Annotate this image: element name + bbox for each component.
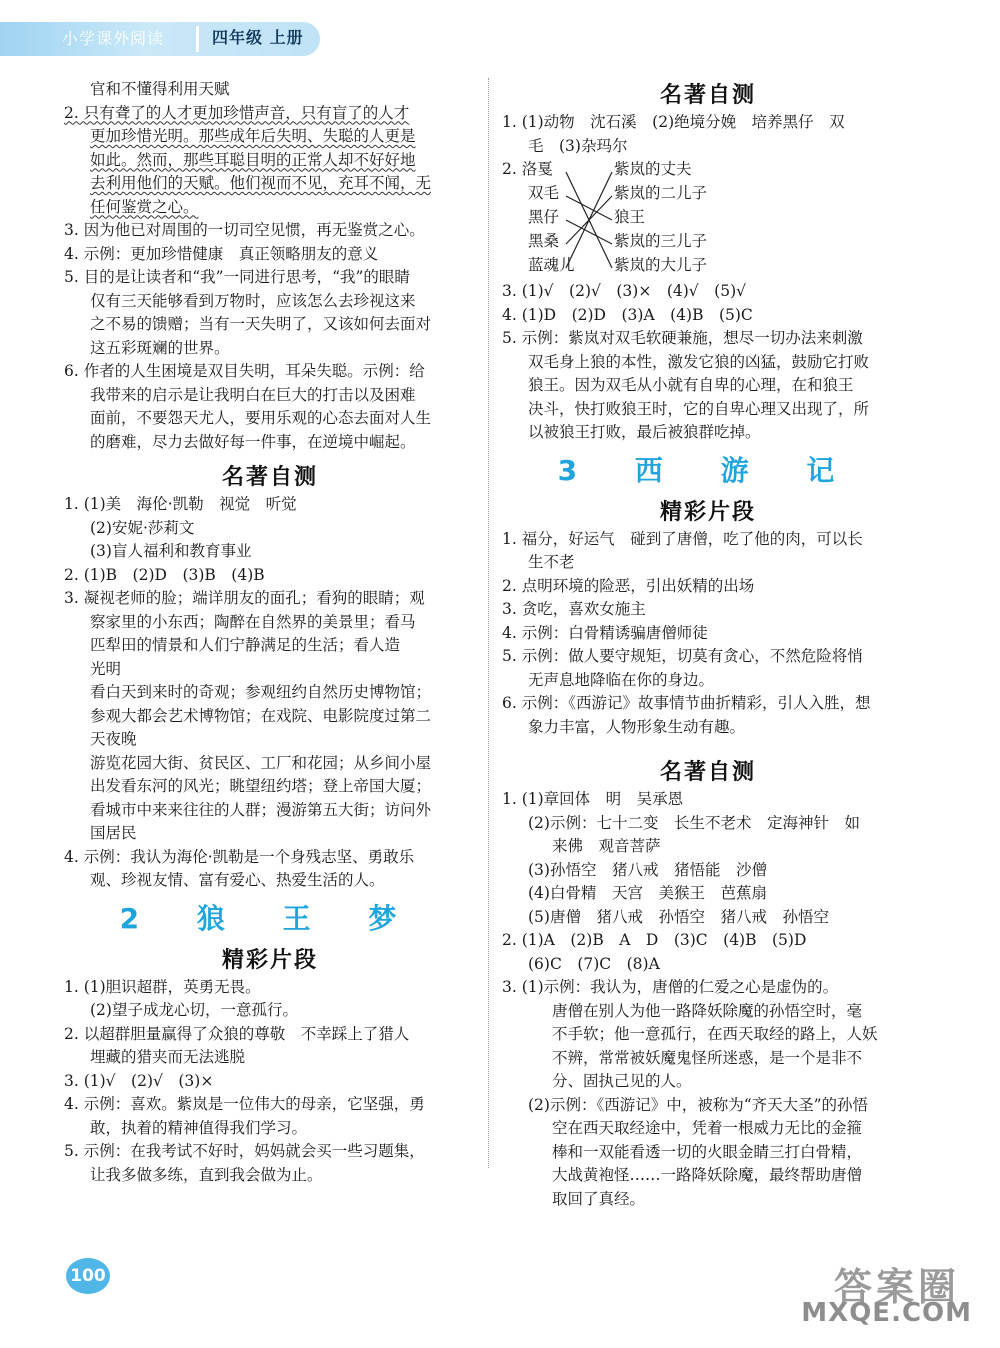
answer-line: 双毛身上狼的本性，激发它狼的凶猛，鼓励它打败 xyxy=(528,352,870,371)
answer-line: 光明 xyxy=(90,659,122,678)
answer-line: 如此。然而，那些耳聪目明的正常人却不好好地 xyxy=(90,150,416,169)
match-right-item: 紫岚的三儿子 xyxy=(614,232,708,250)
answer-line: 埋藏的猎夹而无法逃脱 xyxy=(90,1048,246,1066)
answer-line: (3)孙悟空 猪八戒 猪悟能 沙僧 xyxy=(528,860,767,879)
answer-line: 棒和一双能看透一切的火眼金睛三打白骨精， xyxy=(552,1142,863,1161)
match-right-item: 紫岚的二儿子 xyxy=(614,184,708,202)
section-title: 精彩片段 xyxy=(659,499,756,525)
answer-line: 更加珍惜光明。那些成年后失明、失聪的人更是 xyxy=(90,127,416,145)
answer-line: 国居民 xyxy=(90,824,137,842)
match-right-item: 狼王 xyxy=(614,208,646,226)
answer-line: 让我多做多练，直到我会做为止。 xyxy=(90,1165,323,1184)
answer-line: 4. 示例：喜欢。紫岚是一位伟大的母亲，它坚强，勇 xyxy=(64,1095,425,1113)
column-divider xyxy=(488,78,489,1168)
match-left-item: 蓝魂儿 xyxy=(528,256,575,274)
section-title: 精彩片段 xyxy=(221,947,318,973)
answer-line: 4. 示例：更加珍惜健康 真正领略朋友的意义 xyxy=(64,244,379,263)
match-right-item: 紫岚的丈夫 xyxy=(614,160,692,178)
answer-line: 仅有三天能够看到万物时，应该怎么去珍视这来 xyxy=(90,291,416,310)
answer-line: 毛 (3)杂玛尔 xyxy=(528,136,628,155)
answer-line: 天夜晚 xyxy=(90,730,137,748)
chapter-title: 2 狼 王 梦 xyxy=(119,901,421,935)
answer-line: 官和不懂得利用天赋 xyxy=(90,80,230,98)
watermark-site: MXQE.COM xyxy=(801,1298,972,1328)
series-title: 小学课外阅读 xyxy=(62,29,165,48)
watermark-logo: 答案圈 xyxy=(833,1265,960,1309)
answer-line: 1. (1)美 海伦·凯勒 视觉 听觉 xyxy=(64,495,297,513)
chapter-title: 3 西 游 记 xyxy=(557,453,859,487)
match-left-item: 黑仔 xyxy=(528,208,560,226)
answer-line: 空在西天取经途中，凭着一根威力无比的金箍 xyxy=(552,1119,863,1137)
answer-line: 3. 凝视老师的脸；端详朋友的面孔；看狗的眼睛；观 xyxy=(64,589,425,607)
answer-line: (2)安妮·莎莉文 xyxy=(90,518,195,537)
section-title: 名著自测 xyxy=(659,760,756,785)
answer-line: 4. (1)D (2)D (3)A (4)B (5)C xyxy=(502,305,753,324)
answer-line: 1. (1)胆识超群，英勇无畏。 xyxy=(64,977,261,996)
answer-line: 游览花园大街、贫民区、工厂和花园；从乡间小屋 xyxy=(90,753,432,772)
answer-line: 2. 只有聋了的人才更加珍惜声音，只有盲了的人才 xyxy=(64,103,410,122)
grade-label: 四年级 上册 xyxy=(212,28,304,47)
answer-line: 取回了真经。 xyxy=(552,1189,646,1208)
answer-line: 2. 以超群胆量赢得了众狼的尊敬 不幸踩上了猎人 xyxy=(64,1024,410,1043)
answer-line: 3. (1)√ (2)√ (3)× (4)√ (5)√ xyxy=(502,282,746,300)
answer-line: 3. (1)示例：我认为，唐僧的仁爱之心是虚伪的。 xyxy=(502,978,839,996)
answer-line: (3)盲人福利和教育事业 xyxy=(90,542,252,560)
answer-line: 大战黄袍怪……一路降妖除魔，最终帮助唐僧 xyxy=(552,1166,863,1184)
match-left-item: 2. 洛戛 xyxy=(502,160,553,178)
answer-line: (2)示例：《西游记》中，被称为“齐天大圣”的孙悟 xyxy=(528,1095,869,1114)
answer-line: 2. (1)B (2)D (3)B (4)B xyxy=(64,565,265,584)
match-line xyxy=(566,196,612,220)
answer-line: 分、固执己见的人。 xyxy=(552,1072,692,1090)
answer-line: 去利用他们的天赋。他们视而不见，充耳不闻，无 xyxy=(90,174,432,192)
answer-line: 6. 示例：《西游记》故事情节曲折精彩，引人入胜，想 xyxy=(502,694,871,712)
answer-line: 任何鉴赏之心。 xyxy=(90,197,199,216)
answer-line: 无声息地降临在你的身边。 xyxy=(528,670,715,689)
answer-line: (6)C (7)C (8)A xyxy=(528,954,660,973)
answer-line: 2. (1)A (2)B A D (3)C (4)B (5)D xyxy=(502,931,807,949)
answer-line: 1. (1)动物 沈石溪 (2)绝境分娩 培养黑仔 双 xyxy=(502,113,845,131)
answer-line: 5. 示例：在我考试不好时，妈妈就会买一些习题集， xyxy=(64,1142,425,1160)
match-left-item: 黑桑 xyxy=(528,232,560,250)
answer-line: 1. 福分，好运气 碰到了唐僧，吃了他的肉，可以长 xyxy=(502,529,863,548)
answer-line: 5. 示例：做人要守规矩，切莫有贪心，不然危险将悄 xyxy=(502,647,863,665)
answer-line: 敢，执着的精神值得我们学习。 xyxy=(90,1118,308,1137)
answer-line: 唐僧在别人为他一路降妖除魔的孙悟空时，毫 xyxy=(552,1001,863,1020)
answer-line: 的磨难，尽力去做好每一件事，在逆境中崛起。 xyxy=(90,432,416,451)
answer-line: 生不老 xyxy=(528,553,575,571)
match-left-item: 双毛 xyxy=(528,184,560,202)
right-column xyxy=(502,78,914,1211)
answer-line: (5)唐僧 猪八戒 孙悟空 猪八戒 孙悟空 xyxy=(528,907,829,926)
match-right-item: 紫岚的大儿子 xyxy=(614,256,708,274)
answer-line: 3. (1)√ (2)√ (3)× xyxy=(64,1071,214,1090)
answer-line: 狼王。因为双毛从小就有自卑的心理，在和狼王 xyxy=(528,376,854,394)
answer-line: 看白天到来时的奇观；参观纽约自然历史博物馆； xyxy=(90,683,432,701)
answer-line: 面前，不要怨天尤人，要用乐观的心态去面对人生 xyxy=(90,409,432,427)
answer-line: 6. 作者的人生困境是双目失明，耳朵失聪。示例：给 xyxy=(64,362,425,380)
answer-line: 不辨，常常被妖魔鬼怪所迷惑，是一个是非不 xyxy=(552,1048,863,1067)
answer-line: 我带来的启示是让我明白在巨大的打击以及困难 xyxy=(90,385,416,404)
match-line xyxy=(566,220,612,244)
answer-line: 4. 示例：我认为海伦·凯勒是一个身残志坚、勇敢乐 xyxy=(64,847,415,866)
answer-line: 参观大都会艺术博物馆；在戏院、电影院度过第二 xyxy=(90,706,432,725)
header-divider xyxy=(196,26,199,52)
answer-line: 匹犁田的情景和人们宁静满足的生活；看人造 xyxy=(90,636,401,654)
answer-line: 决斗，快打败狼王时，它的自卑心理又出现了，所 xyxy=(528,399,870,418)
matching-exercise xyxy=(502,158,914,280)
answer-line: 察家里的小东西；陶醉在自然界的美景里；看马 xyxy=(90,612,416,631)
answer-line: (2)示例：七十二变 长生不老术 定海神针 如 xyxy=(528,813,860,832)
answer-line: 来佛 观音菩萨 xyxy=(552,837,661,855)
answer-line: 3. 贪吃，喜欢女施主 xyxy=(502,600,646,618)
answer-line: 2. 点明环境的险恶，引出妖精的出场 xyxy=(502,576,755,595)
answer-line: 5. 示例：紫岚对双毛软硬兼施，想尽一切办法来刺激 xyxy=(502,329,863,347)
answer-line: 以被狼王打败，最后被狼群吃掉。 xyxy=(528,423,761,441)
answer-line: 观、珍视友情、富有爱心、热爱生活的人。 xyxy=(90,871,385,889)
section-title: 名著自测 xyxy=(659,83,756,108)
matching-lines xyxy=(562,158,616,280)
answer-line: 出发看东河的风光；眺望纽约塔；登上帝国大厦； xyxy=(90,777,432,795)
answer-line: 不手软；他一意孤行，在西天取经的路上，人妖 xyxy=(552,1025,878,1043)
answer-line: 看城市中来来往往的人群；漫游第五大街；访问外 xyxy=(90,800,432,819)
answer-line: 象力丰富，人物形象生动有趣。 xyxy=(528,717,746,736)
page-number: 100 xyxy=(66,1258,110,1294)
answer-line: 3. 因为他已对周围的一切司空见惯，再无鉴赏之心。 xyxy=(64,221,425,239)
answer-line: 5. 目的是让读者和“我”一同进行思考，“我”的眼睛 xyxy=(64,268,410,286)
answer-line: 这五彩斑斓的世界。 xyxy=(90,338,230,357)
answer-line: (2)望子成龙心切，一意孤行。 xyxy=(90,1001,298,1019)
book-header xyxy=(0,22,320,56)
answer-line: (4)白骨精 天宫 美猴王 芭蕉扇 xyxy=(528,884,767,902)
answer-line: 4. 示例：白骨精诱骗唐僧师徒 xyxy=(502,623,708,642)
answer-line: 1. (1)章回体 明 吴承恩 xyxy=(502,790,684,808)
left-column xyxy=(64,78,476,1187)
answer-line: 之不易的馈赠；当有一天失明了，又该如何去面对 xyxy=(90,315,432,333)
section-title: 名著自测 xyxy=(221,465,318,490)
